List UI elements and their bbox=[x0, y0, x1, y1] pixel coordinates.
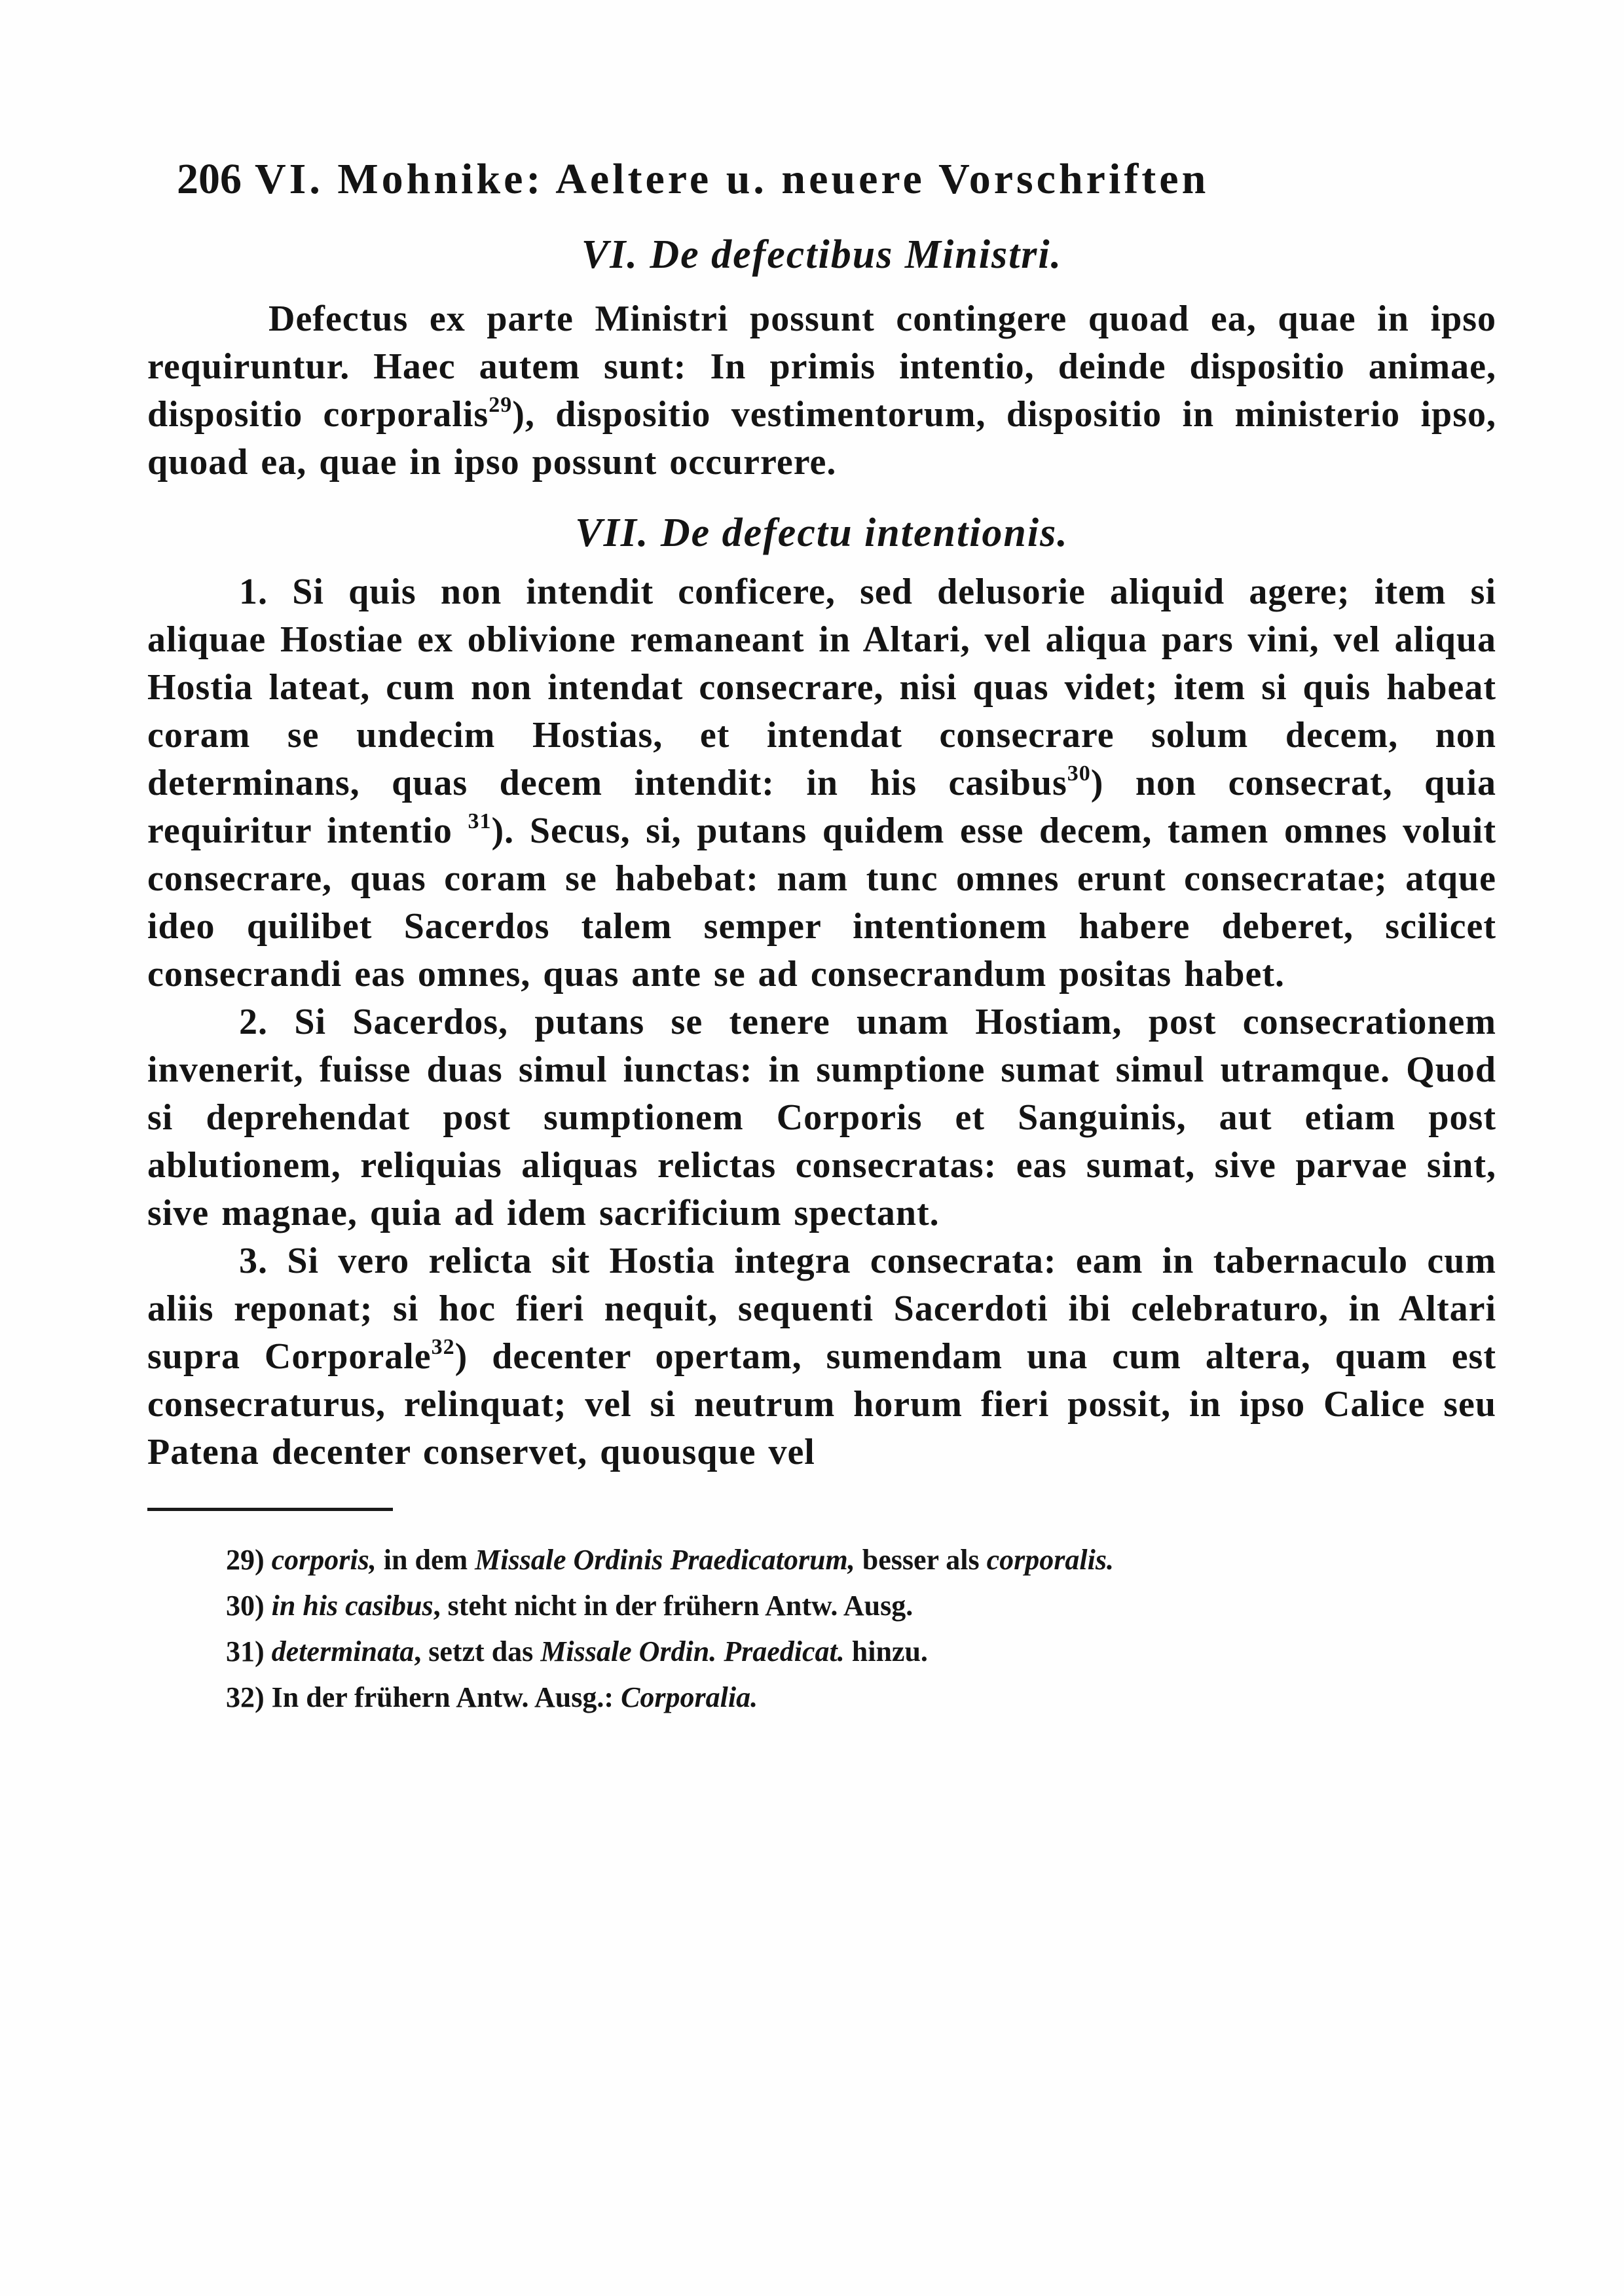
paragraph-1 bbox=[147, 568, 1496, 998]
paragraph-text: ) decenter opertam, sumendam una cum altera, quam est consecraturus, relinquat; vel si neutrum horum fieri possit, in ipso Calice seu Patena decenter conservet, quousque vel bbox=[147, 1336, 1496, 1472]
footnote-text: , steht nicht in der frühern Antw. Ausg. bbox=[433, 1590, 913, 1622]
paragraph-text: Defectus ex parte Ministri possunt contingere quoad ea, quae in ipso requiruntur. Haec autem sunt: In primis intentio, deinde dispositio animae, dispositio corporalis bbox=[147, 299, 1496, 435]
footnote-ref-31: 31 bbox=[468, 809, 492, 833]
footnote-number: 30) bbox=[226, 1590, 265, 1622]
paragraph-text: 1. Si quis non intendit conficere, sed delusorie aliquid agere; item si aliquae Hostiae ex oblivione remaneant in Altari, vel aliqua pars vini, vel aliqua Hostia lateat, cum non intendat consecrare, nisi quas videt; item si quis habeat coram se undecim Hostias, et intendat consecrare solum decem, non determinans, quas decem intendit: in his casibus bbox=[147, 572, 1496, 803]
footnote-ref-32: 32 bbox=[431, 1335, 455, 1359]
running-title: VI. Mohnike: Aeltere u. neuere Vorschriften bbox=[255, 155, 1209, 203]
footnote-text: determinata bbox=[271, 1635, 415, 1667]
footnote-rule bbox=[147, 1508, 393, 1511]
footnote-30 bbox=[147, 1583, 1496, 1629]
footnote-text: in dem bbox=[383, 1544, 468, 1576]
footnote-32 bbox=[147, 1675, 1496, 1721]
footnote-text: corporalis. bbox=[986, 1544, 1114, 1576]
footnote-number: 32) bbox=[226, 1681, 265, 1713]
footnote-text: In der frühern Antw. Ausg.: bbox=[271, 1681, 614, 1713]
footnote-number: 31) bbox=[226, 1635, 265, 1667]
section-title-vi: VI. De defectibus Ministri. bbox=[581, 232, 1063, 277]
footnote-text: hinzu. bbox=[851, 1635, 928, 1667]
paragraph-text: ). Secus, si, putans quidem esse decem, tamen omnes voluit consecrare, quas coram se habebat: nam tunc omnes erunt consecratae; atque ideo quilibet Sacerdos talem semper intentionem habere deberet, scilicet consecrandi eas omnes, quas ante se ad consecrandum positas habet. bbox=[147, 811, 1497, 994]
text-column bbox=[147, 155, 1496, 1721]
footnote-text: besser als bbox=[862, 1544, 980, 1576]
footnote-29 bbox=[147, 1537, 1496, 1583]
paragraph-defectus bbox=[147, 295, 1496, 486]
footnote-ref-30: 30 bbox=[1067, 761, 1091, 786]
footnote-text: Missale Ordinis Praedicatorum, bbox=[475, 1544, 855, 1576]
footnote-ref-29: 29 bbox=[489, 393, 513, 417]
footnote-text: , setzt das bbox=[414, 1635, 534, 1667]
page-number: 206 bbox=[177, 155, 242, 203]
footnotes bbox=[147, 1537, 1496, 1721]
footnote-text: Corporalia. bbox=[621, 1681, 758, 1713]
paragraph-3 bbox=[147, 1237, 1496, 1476]
paragraph-2: 2. Si Sacerdos, putans se tenere unam Hostiam, post consecrationem invenerit, fuisse duas simul iunctas: in sumptione sumat simul utramque. Quod si deprehendat post sumptionem Corporis et Sanguinis, aut etiam post ablutionem, reliquias aliquas relictas consecratas: eas sumat, sive parvae sint, sive magnae, quia ad idem sacrificium spectant. bbox=[147, 1002, 1496, 1233]
running-head bbox=[177, 155, 1496, 204]
paragraph-text: ), dispositio vestimentorum, dispositio in ministerio ipso, quoad ea, quae in ipso possunt occurrere. bbox=[147, 394, 1496, 483]
footnote-31 bbox=[147, 1629, 1496, 1675]
section-title-vii: VII. De defectu intentionis. bbox=[575, 511, 1069, 555]
footnote-text: in his casibus bbox=[271, 1590, 434, 1622]
footnote-text: corporis, bbox=[271, 1544, 377, 1576]
footnote-number: 29) bbox=[226, 1544, 265, 1576]
footnote-text: Missale Ordin. Praedicat. bbox=[540, 1635, 845, 1667]
paragraph-text: 3. Si vero relicta sit Hostia integra consecrata: eam in tabernaculo cum aliis reponat; si hoc fieri nequit, sequenti Sacerdoti ibi celebraturo, in Altari supra Corporale bbox=[147, 1241, 1496, 1377]
paragraph-text: ) non consecrat, quia requiritur intentio bbox=[147, 763, 1496, 851]
